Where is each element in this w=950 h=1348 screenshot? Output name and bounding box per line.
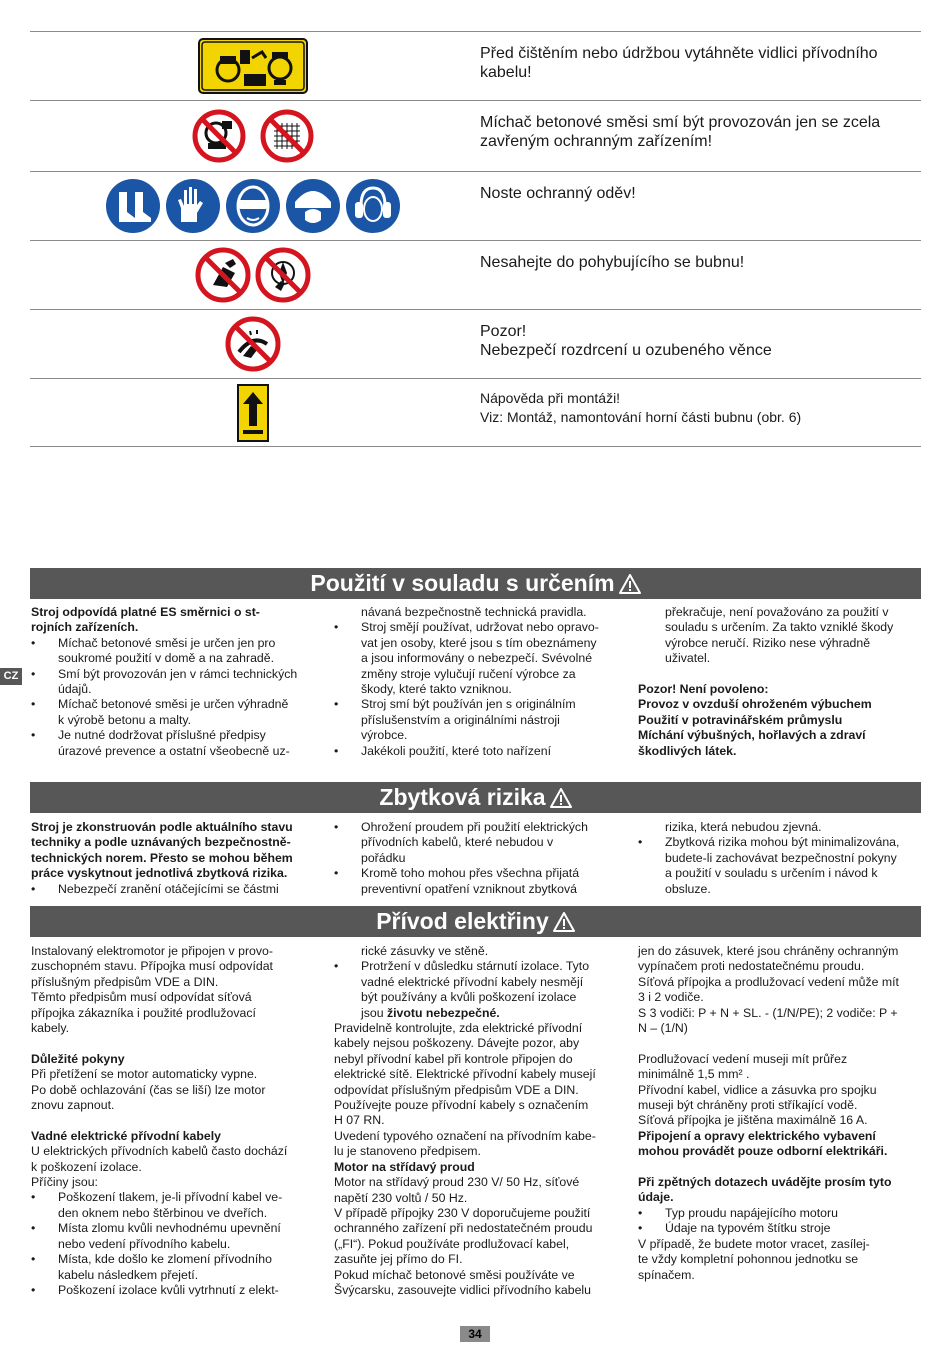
safety-row-assembly <box>30 378 921 447</box>
no-hand-in-drum-sign <box>195 247 251 303</box>
residual-risks-col-3: rizika, která nebudou zjevná. • Zbytková rizika mohou být minimalizována, budete-li zachovávat bezpečnostní pokyny a použití v souladu s určením i návod k obsluze. <box>638 820 923 897</box>
page-number: 34 <box>460 1326 490 1342</box>
warning-icon <box>553 912 575 932</box>
safety-row-rotating-drum <box>30 240 921 309</box>
list-item: • Typ proudu napájejícího motoru <box>638 1206 923 1221</box>
list-item: • Nebezpečí zranění otáčejícími se částmi <box>31 882 316 897</box>
list-item: • Ohrožení proudem při použití elektrických přívodních kabelů, které nebudou v pořádku <box>334 820 619 866</box>
language-tab: CZ <box>0 668 22 685</box>
ear-protection-icon <box>345 178 401 234</box>
safety-text-assembly: Nápověda při montáži! Viz: Montáž, namontování horní části bubnu (obr. 6) <box>480 390 802 425</box>
list-item: • Poškození tlakem, je-li přívodní kabel ve- den oknem nebo štěrbinou ve dveřích. <box>31 1190 316 1221</box>
list-item: • Smí být provozován jen v rámci technických údajů. <box>31 667 316 698</box>
protective-gloves-icon <box>165 178 221 234</box>
safety-boots-icon <box>105 178 161 234</box>
power-supply-col-1: Instalovaný elektromotor je připojen v provo- zuschopném stavu. Přípojka musí odpovídat příslušným předpisům VDE a DIN. Těmto předpisům musí odpovídat síťová přípojka zákazníka i použité prodlužovací kabely. Důležité pokyny Při přetížení se motor automaticky vypne. Po době ochlazování (čas se liší) lze motor znovu zapnout. Vadné elektrické přívodní kabely U elektrických přívodních kabelů často dochází k poškození izolace. Příčiny jsou: • Poškození tlakem, je-li přívodní kabel ve- den oknem nebo štěrbinou ve dveřích. • Místa zlomu kvůli nevhodnému upevnění nebo vedení přívodního kabelu. • Místa, kde došlo ke zlomení přívodního kabelu následkem přejetí. • Poškození izolace kvůli vytrhnutí z elekt- <box>31 944 316 1298</box>
dust-mask-icon <box>285 178 341 234</box>
list-item: • Kromě toho mohou přes všechna přijatá preventivní opatření vzniknout zbytková <box>334 866 619 897</box>
safety-goggles-icon <box>225 178 281 234</box>
safety-text-guard: Míchač betonové směsi smí být provozován jen se zcela zavřeným ochranným zařízením! <box>480 114 881 150</box>
list-item: • Poškození izolace kvůli vytrhnutí z elekt- <box>31 1283 316 1298</box>
intended-use-col-1: Stroj odpovídá platné ES směrnici o st- rojních zařízeních. • Míchač betonové směsi je určen jen pro soukromé použití v domě a na zahradě. • Smí být provozován jen v rámci technických údajů. • Míchač betonové směsi je určen výhradně k výrobě betonu a malty. • Je nutné dodržovat příslušné předpisy úrazové prevence a ostatní všeobecně uz- <box>31 605 316 759</box>
safety-text-protective-clothing: Noste ochranný oděv! <box>480 185 636 202</box>
list-item: • Místa, kde došlo ke zlomení přívodního kabelu následkem přejetí. <box>31 1252 316 1283</box>
section-title-intended-use: Použití v souladu s určením <box>30 568 921 599</box>
unplug-before-maintenance-sign <box>198 38 308 94</box>
safety-row-protective-clothing <box>30 171 921 240</box>
power-supply-col-3: jen do zásuvek, které jsou chráněny ochranným vypínačem proti nedostatečnému proudu. Síťová přípojka a prodlužovací vedení může mít 3 i 2 vodiče. S 3 vodiči: P + N + SL. - (1/N/PE); 2 vodiče: P + N – (1/N) Prodlužovací vedení museji mít průřez minimálně 1,5 mm² . Přívodní kabel, vidlice a zásuvka pro spojku museji být chráněny proti stříkající vodě. Síťová přípojka je jištěna maximálně 16 A. Připojení a opravy elektrického vybavení mohou provádět pouze odborní elektrikáři. Při zpětných dotazech uvádějte prosím tyto údaje. • Typ proudu napájejícího motoru • Údaje na typovém štítku stroje V případě, že budete motor vracet, zasílej- te vždy kompletní pohonnou jednotku se spínačem. <box>638 944 923 1283</box>
list-item: • Údaje na typovém štítku stroje <box>638 1221 923 1236</box>
list-item: • Místa zlomu kvůli nevhodnému upevnění nebo vedení přívodního kabelu. <box>31 1221 316 1252</box>
list-item: • Jakékoli použití, které toto nařízení <box>334 744 619 759</box>
safety-text-unplug: Před čištěním nebo údržbou vytáhněte vidlici přívodního kabelu! <box>480 45 878 81</box>
warning-icon <box>619 574 641 594</box>
list-item: • Zbytková rizika mohou být minimalizována, budete-li zachovávat bezpečnostní pokyny a použití v souladu s určením i návod k obsluze. <box>638 835 923 897</box>
list-item: • Protržení v důsledku stárnutí izolace. Tyto vadné elektrické přívodní kabely nesmějí být používány a kvůli poškození izolace jsou životu nebezpečné. <box>334 959 619 1021</box>
safety-row-guard <box>30 100 921 171</box>
no-reaching-rotating-drum-sign <box>255 247 311 303</box>
intended-use-col-2: návaná bezpečnostně technická pravidla. • Stroj smějí používat, udržovat nebo opravo- vat jen osoby, které jsou s tím obeznámeny a jsou informovány o nebezpečí. Svévolné změny stroje vylučují ručení výrobce za škody, které takto vzniknou. • Stroj smí být používán jen s originálním příslušenstvím a originálními nástroji výrobce. • Jakékoli použití, které toto nařízení <box>334 605 619 759</box>
residual-risks-col-1: Stroj je zkonstruován podle aktuálního stavu techniky a podle uznávaných bezpečnostně- technických norem. Přesto se mohou během práce vyskytnout jednotlivá zbytková rizika. • Nebezpečí zranění otáčejícími se částmi <box>31 820 316 897</box>
list-item: • Stroj smí být používán jen s originálním příslušenstvím a originálními nástroji výrobce. <box>334 697 619 743</box>
safety-row-crushing <box>30 309 921 378</box>
intended-use-col-3: překračuje, není považováno za použití v souladu s určením. Za takto vzniklé škody výrobce neručí. Riziko nese výhradně uživatel. Pozor! Není povoleno: Provoz v ovzduší ohroženém výbuchem Použití v potravinářském průmyslu Míchání výbušných, hořlavých a zdraví škodlivých látek. <box>638 605 894 758</box>
power-supply-col-2: rické zásuvky ve stěně. • Protržení v důsledku stárnutí izolace. Tyto vadné elektrické přívodní kabely nesmějí být používány a kvůli poškození izolace jsou životu nebezpečné. Pravidelně kontrolujte, zda elektrické přívodní kabely nejsou poškozeny. Dávejte pozor, aby nebyl přívodní kabel při kontrole připojen do elektrické sítě. Elektrické přívodní kabely musejí odpovídat příslušným předpisům VDE a DIN. Používejte pouze přívodní kabely s označením H 07 RN. Uvedení typového označení na přívodním kabe- lu je stanoveno předpisem. Motor na střídavý proud Motor na střídavý proud 230 V/ 50 Hz, síťové napětí 230 voltů / 50 Hz. V případě přípojky 230 V doporučujeme použití ochranného zařízení při nedostatečném proudu („FI“). Pokud používáte prodlužovací kabel, zasuňte jej přímo do FI. Pokud míchač betonové směsi používáte ve Švýcarsku, zasouvejte vidlici přívodního kabelu <box>334 944 619 1298</box>
no-operation-without-guard-sign <box>192 109 246 163</box>
safety-text-crushing: Pozor! Nebezpečí rozdrcení u ozubeného věnce <box>480 323 772 359</box>
warning-icon <box>550 788 572 808</box>
list-item: • Míchač betonové směsi je určen jen pro soukromé použití v domě a na zahradě. <box>31 636 316 667</box>
safety-row-unplug <box>30 31 921 100</box>
assembly-arrow-sign <box>237 384 269 442</box>
no-removing-grid-sign <box>260 109 314 163</box>
list-item: • Je nutné dodržovat příslušné předpisy úrazové prevence a ostatní všeobecně uz- <box>31 728 316 759</box>
list-item: • Stroj smějí používat, udržovat nebo opravo- vat jen osoby, které jsou s tím obeznámeny a jsou informovány o nebezpečí. Svévolné změny stroje vylučují ručení výrobce za škody, které takto vzniknou. <box>334 620 619 697</box>
crushing-hazard-sign <box>225 316 281 372</box>
section-title-power-supply: Přívod elektřiny <box>30 906 921 937</box>
section-title-residual-risks: Zbytková rizika <box>30 782 921 813</box>
safety-text-rotating-drum: Nesahejte do pohybujícího se bubnu! <box>480 254 745 271</box>
list-item: • Míchač betonové směsi je určen výhradně k výrobě betonu a malty. <box>31 697 316 728</box>
residual-risks-col-2 <box>334 820 619 897</box>
